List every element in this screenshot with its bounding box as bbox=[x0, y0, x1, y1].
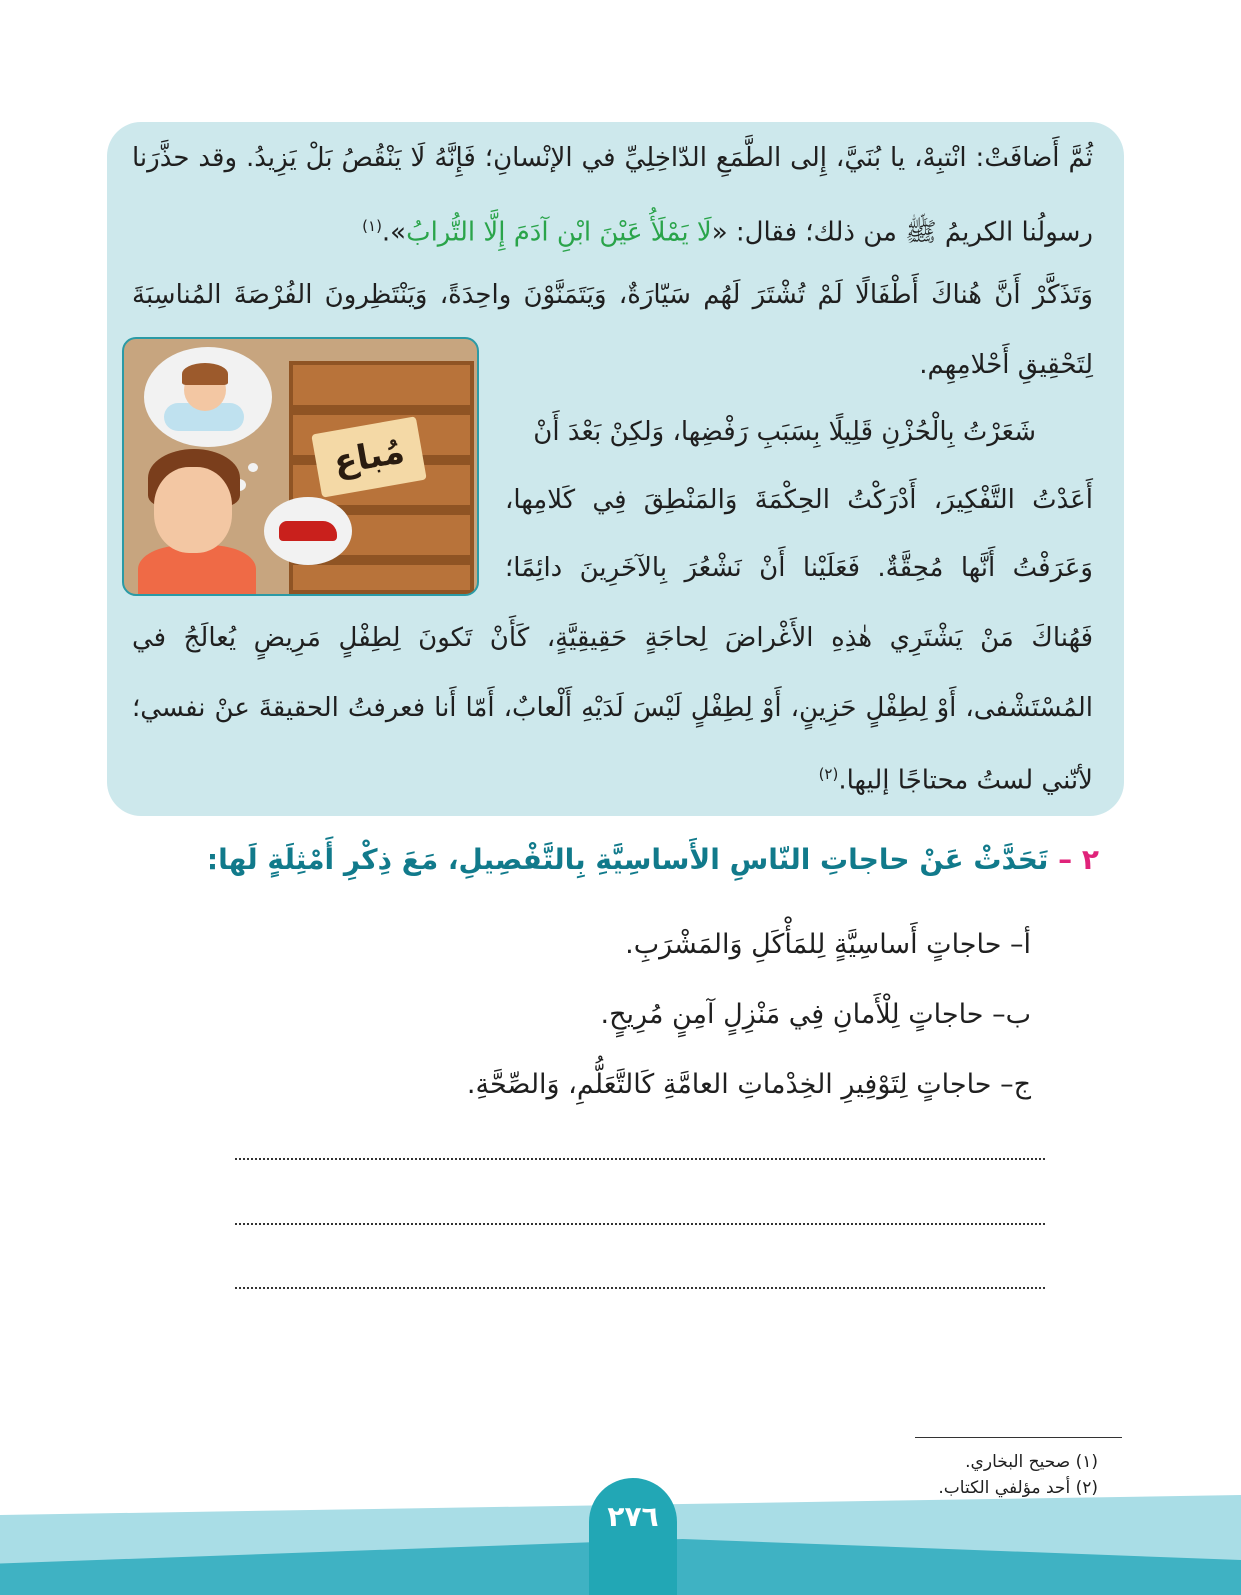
answer-line-1[interactable] bbox=[235, 1158, 1045, 1160]
story-line-7: وَعَرَفْتُ أَنَّها مُحِقَّةٌ. فَعَلَيْنا أَنْ نَشْعُرَ بِالآخَرِينَ دائِمًا؛ bbox=[505, 553, 1093, 583]
story-line-10 bbox=[819, 754, 1093, 801]
story-line-2-intro: رسولُنا الكريمُ ﷺ من ذلك؛ فقال: « bbox=[711, 217, 1093, 248]
story-illustration bbox=[122, 337, 479, 596]
thought-bubble-tiny bbox=[248, 463, 258, 472]
story-line-2-end: ». bbox=[381, 217, 407, 248]
story-line-8: فَهُناكَ مَنْ يَشْتَرِي هٰذِهِ الأَغْراضَ لِحاجَةٍ حَقِيقِيَّةٍ، كَأَنْ تَكونَ لِطِفْلٍ مَرِيضٍ يُعالَجُ في bbox=[132, 623, 1093, 653]
footnote-2: (٢) أحد مؤلفي الكتاب. bbox=[938, 1478, 1098, 1498]
question-number: ٢ – bbox=[1058, 843, 1099, 876]
answer-line-3[interactable] bbox=[235, 1287, 1045, 1289]
footnote-divider bbox=[915, 1437, 1122, 1438]
hadith-text: لَا يَمْلَأُ عَيْنَ ابْنِ آدَمَ إِلَّا التُّرابُ bbox=[406, 217, 712, 248]
story-line-3: وَتَذَكَّرْ أَنَّ هُناكَ أَطْفَالًا لَمْ تُشْتَرَ لَهُم سَيّارَةٌ، وَيَتَمَنَّوْنَ واحِدَةً، وَيَنْتَظِرونَ الفُرْصَةَ المُناسِبَةَ bbox=[132, 280, 1093, 310]
girl-face bbox=[154, 467, 232, 553]
story-line-1: ثُمَّ أَضافَتْ: انْتبِهْ، يا بُنَيَّ، إِلى الطَّمَعِ الدّاخِلِيِّ في الإنْسانِ؛ فَإِنَّهُ لَا يَنْقُصُ بَلْ يَزِيدُ. وقد حذَّرَنا bbox=[132, 143, 1093, 173]
answer-line-2[interactable] bbox=[235, 1223, 1045, 1225]
footnote-1: (١) صحيح البخاري. bbox=[965, 1452, 1098, 1472]
story-line-5: شَعَرْتُ بِالْحُزْنِ قَلِيلًا بِسَبَبِ رَفْضِها، وَلكِنْ بَعْدَ أَنْ bbox=[533, 417, 1036, 447]
sleeping-boy-hair bbox=[182, 363, 228, 385]
story-line-4: لِتَحْقِيقِ أَحْلامِهِم. bbox=[919, 350, 1093, 380]
option-c: ج– حاجاتٍ لِتَوْفِيرِ الخِدْماتِ العامَّةِ كَالتَّعَلُّمِ، وَالصِّحَّةِ. bbox=[466, 1069, 1031, 1100]
story-line-9: المُسْتَشْفى، أَوْ لِطِفْلٍ حَزِينٍ، أَوْ لِطِفْلٍ لَيْسَ لَدَيْهِ أَلْعابٌ، أَمّا أَنا فعرفتُ الحقيقةَ عنْ نفسي؛ bbox=[132, 693, 1093, 723]
toy-car-icon bbox=[279, 521, 337, 541]
question-text: تَحَدَّثْ عَنْ حاجاتِ النّاسِ الأَساسِيَّةِ بِالتَّفْصِيلِ، مَعَ ذِكْرِ أَمْثِلَةٍ لَها: bbox=[206, 843, 1049, 876]
page-number: ٢٧٦ bbox=[589, 1478, 677, 1595]
option-a: أ– حاجاتٍ أَساسِيَّةٍ لِلمَأْكَلِ وَالمَشْرَبِ. bbox=[625, 929, 1031, 960]
sold-sign: مُباع bbox=[311, 416, 427, 497]
story-line-6: أَعَدْتُ التَّفْكِيرَ، أَدْرَكْتُ الحِكْمَةَ وَالمَنْطِقَ فِي كَلامِها، bbox=[505, 485, 1093, 515]
footnote-ref-2: (٢) bbox=[818, 765, 839, 783]
footnote-ref-1: (١) bbox=[362, 217, 382, 235]
option-b: ب– حاجاتٍ لِلْأَمانِ فِي مَنْزِلٍ آمِنٍ مُرِيحٍ. bbox=[600, 999, 1031, 1030]
story-line-10-text: لأنّني لستُ محتاجًا إليها. bbox=[838, 765, 1093, 796]
question-2 bbox=[207, 840, 1099, 880]
story-line-2 bbox=[362, 206, 1093, 253]
